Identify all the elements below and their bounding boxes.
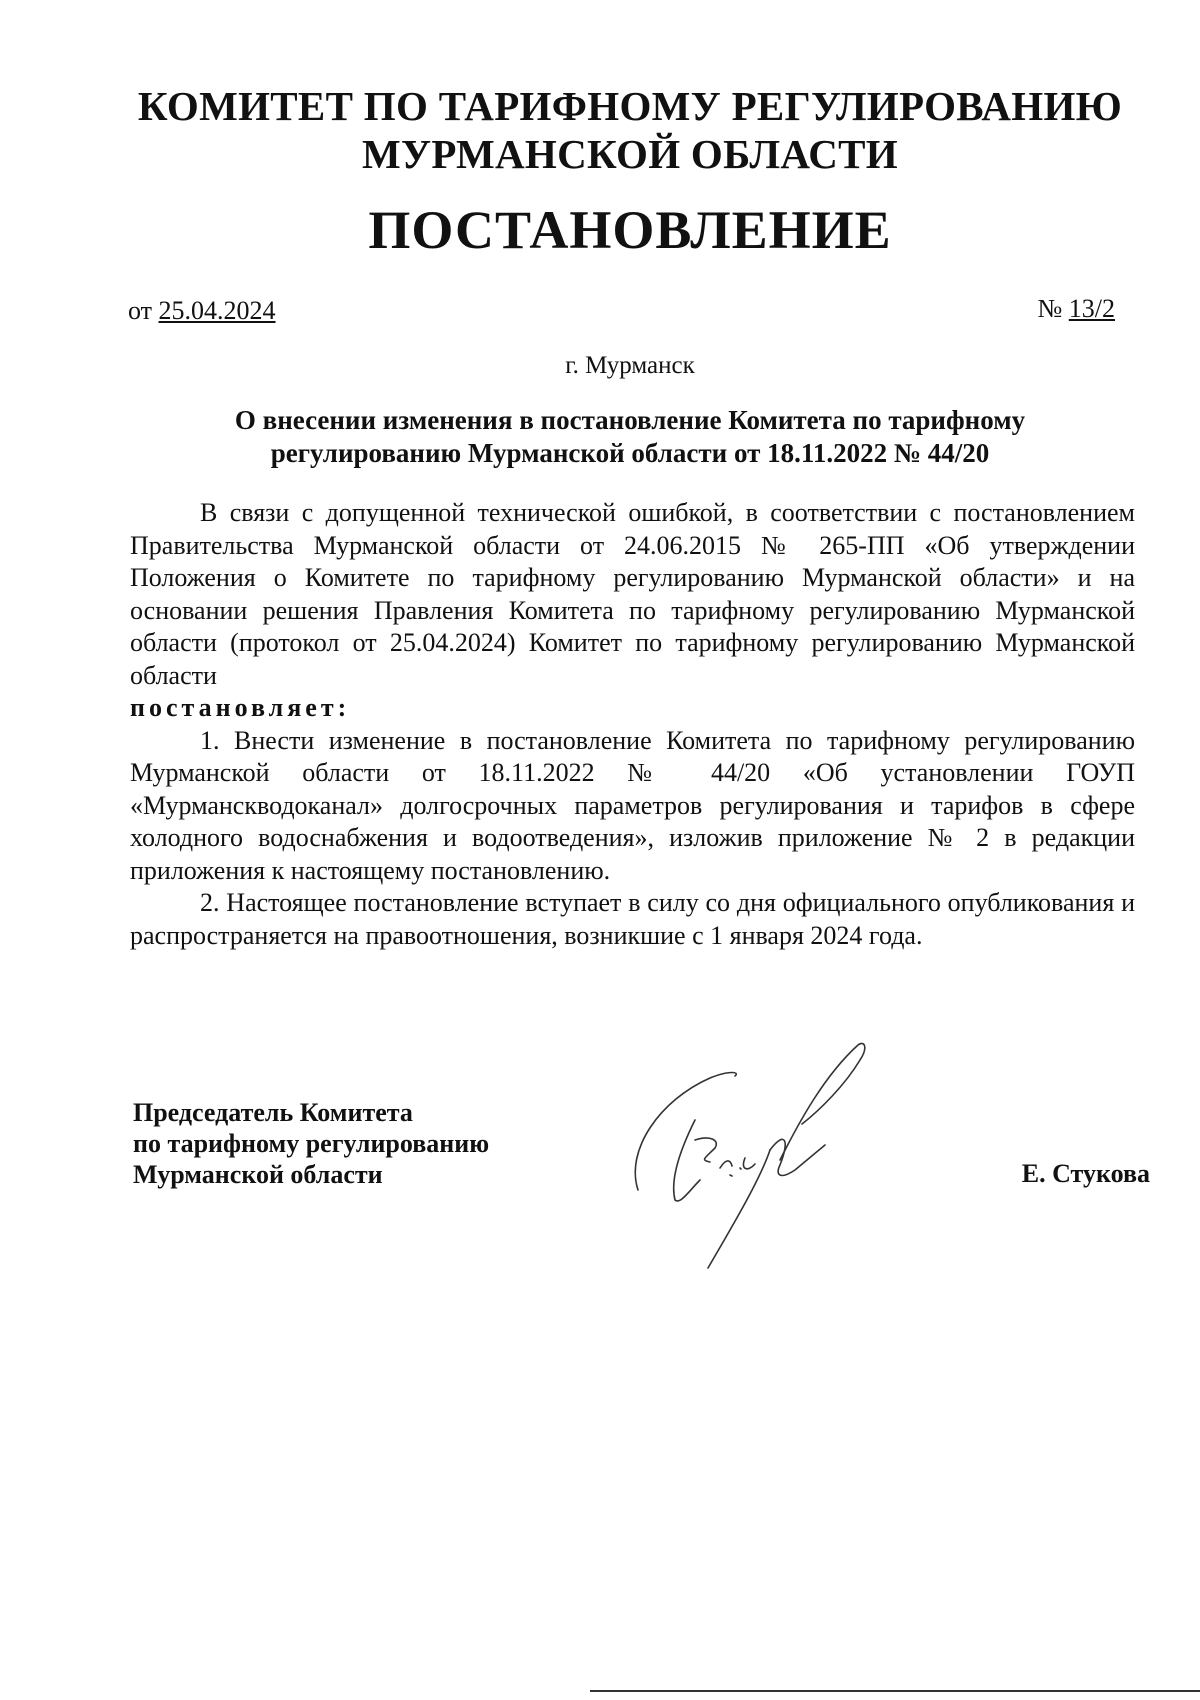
document-number	[1037, 294, 1115, 324]
subject-line1: О внесении изменения в постановление Комитета по тарифному	[234, 405, 1026, 435]
decree-colon: :	[337, 693, 351, 722]
item-2-paragraph: 2. Настоящее постановление вступает в силу со дня официального опубликования и распространяется на правоотношения, возникшие с 1 января 2024 года.	[130, 888, 1135, 950]
document-date	[128, 296, 276, 326]
signatory-position	[133, 1097, 489, 1190]
signatory-name: Е. Стукова	[1021, 1159, 1150, 1188]
position-line1: Председатель Комитета	[133, 1098, 413, 1127]
handwritten-signature	[620, 1040, 890, 1280]
bottom-edge-line	[590, 1690, 1200, 1692]
decree-line	[130, 692, 1135, 725]
organization-title-line2: МУРМАНСКОЙ ОБЛАСТИ	[362, 131, 898, 177]
document-body	[130, 497, 1135, 952]
item-1-paragraph: 1. Внести изменение в постановление Комитета по тарифному регулированию Мурманской области от 18.11.2022 № 44/20 «Об установлении ГОУП «Мурманскводоканал» долгосрочных параметров регулирования и тарифов в сфере холодного водоснабжения и водоотведения», изложив приложение № 2 в редакции приложения к настоящему постановлению.	[130, 725, 1135, 885]
decree-word: постановляет	[130, 693, 338, 722]
date-prefix: от	[128, 296, 153, 325]
position-line2: по тарифному регулированию	[133, 1129, 490, 1158]
intro-paragraph: В связи с допущенной технической ошибкой, в соответствии с постановлением Правительства Мурманской области от 24.06.2015 № 265-ПП «Об утверждении Положения о Комитете по тарифному регулированию Мурманской области» и на основании решения Правления Комитета по тарифному регулированию Мурманской области (протокол от 25.04.2024) Комитет по тарифному регулированию Мурманской области	[130, 498, 1135, 690]
document-subject	[160, 404, 1100, 470]
number-value: 13/2	[1068, 294, 1115, 323]
document-city: г. Мурманск	[565, 352, 695, 379]
position-line3: Мурманской области	[133, 1160, 383, 1189]
date-value: 25.04.2024	[158, 296, 276, 325]
subject-line2: регулированию Мурманской области от 18.11.2022 № 44/20	[270, 438, 990, 468]
number-prefix: №	[1037, 294, 1063, 323]
organization-title-line1: КОМИТЕТ ПО ТАРИФНОМУ РЕГУЛИРОВАНИЮ	[137, 83, 1123, 129]
document-type-heading: ПОСТАНОВЛЕНИЕ	[368, 200, 892, 260]
organization-title	[0, 82, 1200, 178]
